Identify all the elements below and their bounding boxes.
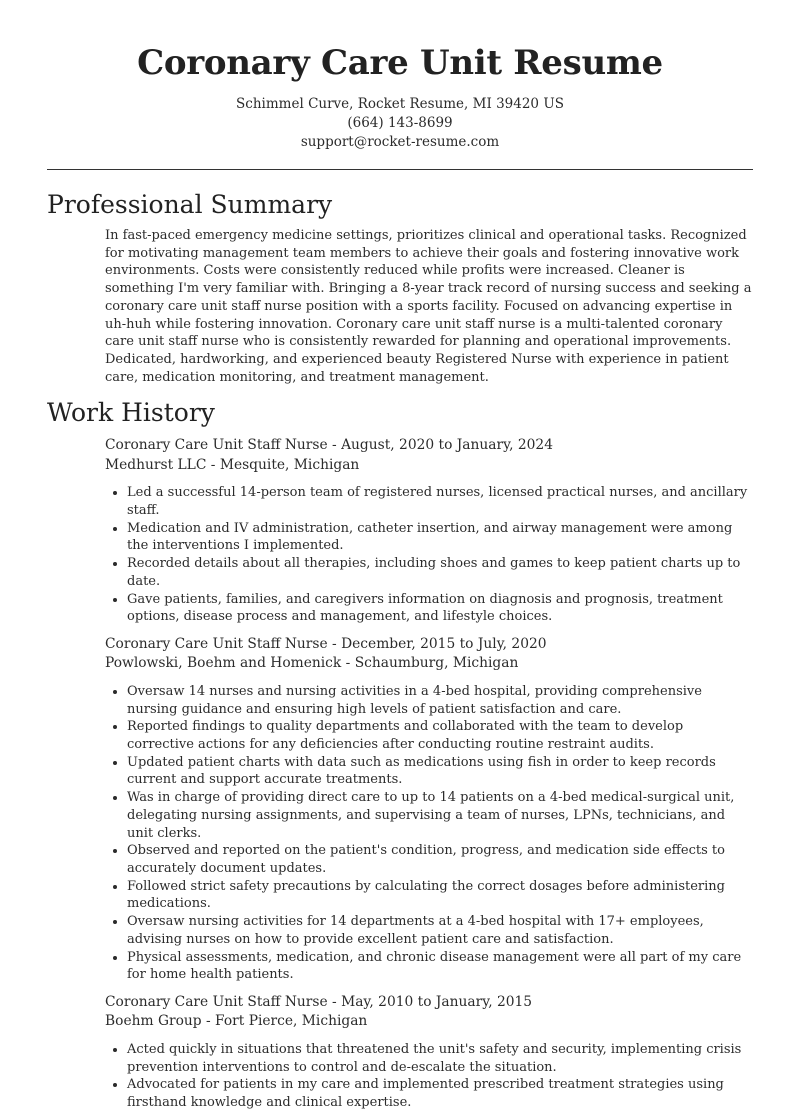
job-title-line: Coronary Care Unit Staff Nurse - August, 2020 to January, 2024 bbox=[105, 437, 553, 454]
job-company-line: Boehm Group - Fort Pierce, Michigan bbox=[105, 1013, 368, 1030]
list-item: • Oversaw nursing activities for 14 departments at a 4-bed hospital with 17+ employees, advising nurses on how to provide excellent patient care and satisfaction. bbox=[127, 913, 753, 948]
job-entry-1 bbox=[105, 436, 753, 626]
resume-title: Coronary Care Unit Resume bbox=[137, 43, 663, 83]
list-item: • Oversaw 14 nurses and nursing activities in a 4-bed hospital, providing comprehensive nursing guidance and ensuring high levels of patient satisfaction and care. bbox=[127, 683, 753, 718]
list-item: • Physical assessments, medication, and chronic disease management were all part of my care for home health patients. bbox=[127, 949, 753, 984]
section-heading-summary: Professional Summary bbox=[47, 190, 333, 219]
list-item: • Updated patient charts with data such as medications using fish in order to keep records current and support accurate treatments. bbox=[127, 754, 753, 789]
list-item: • Reported findings to quality departments and collaborated with the team to develop corrective actions for any deficiencies after conducting routine restraint audits. bbox=[127, 718, 753, 753]
list-item: • Acted quickly in situations that threatened the unit's safety and security, implementing crisis prevention interventions to control and de-escalate the situation. bbox=[127, 1041, 753, 1076]
list-item: • Led a successful 14-person team of registered nurses, licensed practical nurses, and ancillary staff. bbox=[127, 484, 753, 519]
job-bullets bbox=[105, 1041, 753, 1112]
job-company-line: Powlowski, Boehm and Homenick - Schaumburg, Michigan bbox=[105, 655, 519, 672]
list-item: • Followed strict safety precautions by calculating the correct dosages before administering medications. bbox=[127, 878, 753, 913]
job-title-line: Coronary Care Unit Staff Nurse - May, 2010 to January, 2015 bbox=[105, 993, 533, 1010]
job-entry-2 bbox=[105, 635, 753, 984]
header-divider bbox=[47, 169, 753, 170]
contact-email: support@rocket-resume.com bbox=[300, 134, 500, 150]
job-company-line: Medhurst LLC - Mesquite, Michigan bbox=[105, 456, 360, 473]
list-item: • Observed and reported on the patient's condition, progress, and medication side effects to accurately document updates. bbox=[127, 842, 753, 877]
contact-address: Schimmel Curve, Rocket Resume, MI 39420 US bbox=[236, 96, 564, 112]
list-item: • Recorded details about all therapies, including shoes and games to keep patient charts up to date. bbox=[127, 555, 753, 590]
contact-block bbox=[47, 95, 753, 152]
list-item: • Medication and IV administration, catheter insertion, and airway management were among the interventions I implemented. bbox=[127, 520, 753, 555]
list-item: • Gave patients, families, and caregivers information on diagnosis and prognosis, treatment options, disease process and management, and lifestyle choices. bbox=[127, 591, 753, 626]
job-bullets bbox=[105, 683, 753, 984]
section-heading-work-history: Work History bbox=[47, 398, 215, 428]
job-bullets bbox=[105, 484, 753, 626]
job-title-line: Coronary Care Unit Staff Nurse - December, 2015 to July, 2020 bbox=[105, 635, 547, 652]
summary-text: In fast-paced emergency medicine settings, prioritizes clinical and operational tasks. Recognized for motivating management team members to achieve their goals and fostering innovative work environments. Costs were consistently reduced while profits were increased. Cleaner is something I'm very familiar with. Bringing a 8-year track record of nursing success and seeking a coronary care unit staff nurse position with a sports facility. Focused on advancing expertise in uh-huh while fostering innovation. Coronary care unit staff nurse is a multi-talented coronary care unit staff nurse who is consistently rewarded for planning and operational improvements. Dedicated, hardworking, and experienced beauty Registered Nurse with experience in patient care, medication monitoring, and treatment management. bbox=[105, 228, 752, 385]
job-entry-3 bbox=[105, 993, 753, 1112]
list-item: • Was in charge of providing direct care to up to 14 patients on a 4-bed medical-surgical unit, delegating nursing assignments, and supervising a team of nurses, LPNs, technicians, and unit clerks. bbox=[127, 789, 753, 842]
list-item: • Advocated for patients in my care and implemented prescribed treatment strategies using firsthand knowledge and clinical expertise. bbox=[127, 1076, 753, 1111]
contact-phone: (664) 143-8699 bbox=[347, 115, 453, 131]
